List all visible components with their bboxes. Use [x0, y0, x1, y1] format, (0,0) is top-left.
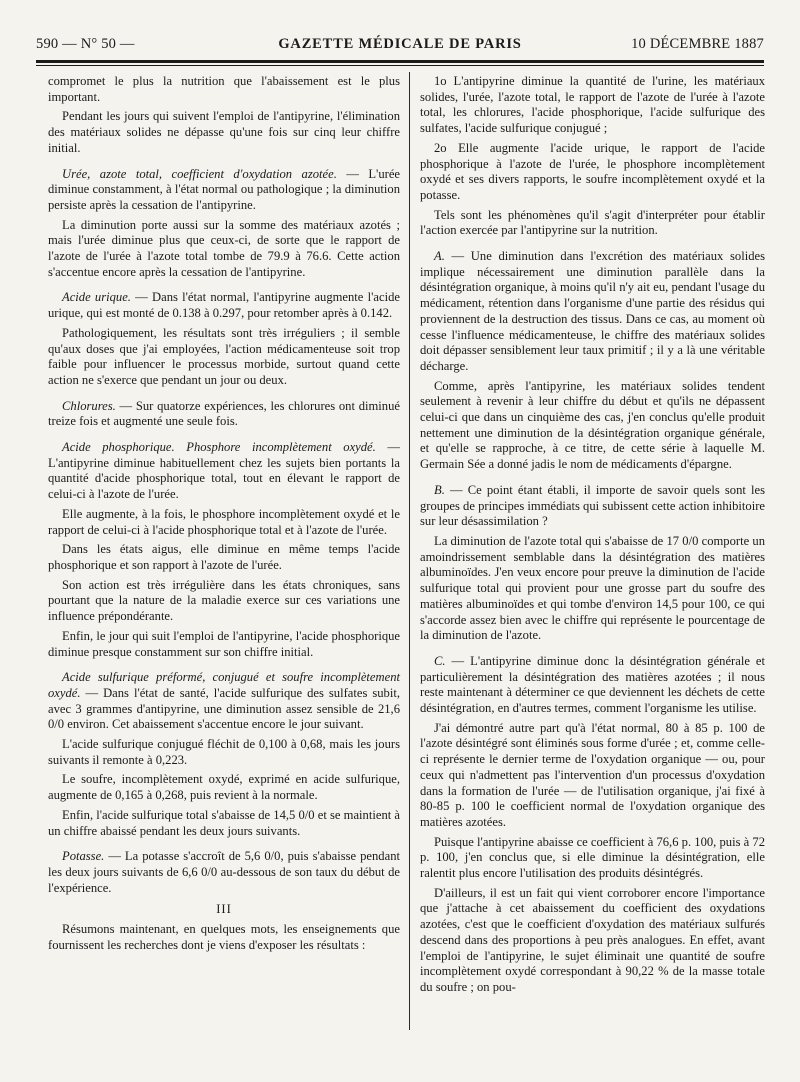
paragraph: Acide urique. — Dans l'état normal, l'antipyrine augmente l'acide urique, qui est monté de 0.138 à 0.297, pour retomber après à 0.142. — [48, 290, 400, 321]
paragraph: Urée, azote total, coefficient d'oxydation azotée. — L'urée diminue constamment, à l'état normal ou pathologique ; la diminution persiste après la cessation de l'antipyrine. — [48, 166, 400, 212]
page-number: 590 — N° 50 — — [36, 36, 135, 52]
paragraph-heading: Acide phosphorique. Phosphore incomplètement oxydé. — [62, 440, 376, 455]
paragraph: A. — Une diminution dans l'excrétion des matériaux solides implique nécessairement une diminution parallèle dans la désintégration organique, à moins qu'il n'y ait eu, pendant l'usage du médicament, rétention dans l'organisme d'une partie des résidus qui proviennent de la destruction des tissus. Dans ce cas, au moment où cesse l'influence médicamenteuse, le chiffre des matériaux solides doit dépasser sensiblement leur taux primitif ; il y a là une véritable décharge. — [420, 249, 765, 373]
paragraph: Pendant les jours qui suivent l'emploi de l'antipyrine, l'élimination des matériaux solides ne dépasse qu'une fois sur cinq leur chiffre initial. — [48, 109, 400, 155]
paragraph: Enfin, le jour qui suit l'emploi de l'antipyrine, l'acide phosphorique diminue presque constamment sur son chiffre initial. — [48, 628, 400, 659]
section-number: III — [216, 902, 232, 917]
paragraph-heading: Urée, azote total, coefficient d'oxydation azotée. — [62, 166, 337, 181]
paragraph: 2o Elle augmente l'acide urique, le rapport de l'acide phosphorique à l'azote de l'urée, le phosphore incomplètement oxydé et ses divers rapports, le soufre incomplètement oxydé et la potasse. — [420, 140, 765, 202]
column-divider — [409, 72, 410, 1030]
paragraph: Dans les états aigus, elle diminue en même temps l'acide phosphorique et son rapport à l'azote de l'urée. — [48, 542, 400, 572]
paragraph: 1o L'antipyrine diminue la quantité de l'urine, les matériaux solides, l'urée, l'azote total, le rapport de l'azote de l'urée à l'azote total, les chlorures, l'acide phosphorique, l'acide sulfurique des sulfates, l'acide sulfurique conjugué ; — [420, 74, 765, 136]
paragraph: La diminution de l'azote total qui s'abaisse de 17 0/0 comporte un amoindrissement semblable dans la désintégration des matières albuminoïdes. J'en veux encore pour preuve la diminution de l'acide sulfurique total qui provient pour une grosse part du soufre des matières albuminoïdes et qui tombe d'environ 14,5 pour 100, ce qui s'accorde assez bien avec le chiffre qui représente le pourcentage de la diminution de l'azote. — [420, 533, 765, 643]
paragraph-heading: Potasse. — [62, 849, 105, 864]
paragraph: Acide sulfurique préformé, conjugué et soufre incomplètement oxydé. — Dans l'état de santé, l'acide sulfurique des sulfates subit, avec 3 grammes d'antipyrine, une diminution assez sensible de 21,6 0/0 environ. Cet abaissement s'accentue encore le jour suivant. — [48, 670, 400, 732]
left-column — [48, 74, 400, 957]
paragraph: Potasse. — La potasse s'accroît de 5,6 0/0, puis s'abaisse pendant les deux jours suivants de 6,6 0/0 au-dessous de son taux du début de l'expérience. — [48, 849, 400, 895]
paragraph: Tels sont les phénomènes qu'il s'agit d'interpréter pour établir l'action exercée par l'antipyrine sur la nutrition. — [420, 207, 765, 238]
paragraph: B. — Ce point étant établi, il importe de savoir quels sont les groupes de principes immédiats qui subissent cette action inhibitoire sur leur désassimilation ? — [420, 482, 765, 529]
header-rule-thin — [36, 65, 764, 66]
paragraph-heading: C. — [434, 653, 446, 668]
paragraph: Pathologiquement, les résultats sont très irréguliers ; il semble qu'aux doses que j'ai employées, l'action médicamenteuse soit trop faible pour influencer le processus morbide, surtout quand cette action ne s'exerce que pendant un jour ou deux. — [48, 325, 400, 387]
paragraph: Le soufre, incomplètement oxydé, exprimé en acide sulfurique, augmente de 0,165 à 0,268, puis revient à la normale. — [48, 772, 400, 803]
paragraph-heading: B. — [434, 482, 445, 497]
journal-title: GAZETTE MÉDICALE DE PARIS — [278, 36, 522, 52]
paragraph: C. — L'antipyrine diminue donc la désintégration générale et particulièrement la désintégration des matières azotées ; il nous reste maintenant à déterminer ce que deviennent les déchets de cette désintégration, en d'autres termes, comment l'organisme les utilise. — [420, 653, 765, 716]
header-rule-thick — [36, 60, 764, 63]
paragraph: Acide phosphorique. Phosphore incomplètement oxydé. — L'antipyrine diminue habituellement chez les sujets bien portants la quantité d'acide phosphorique total, tout en élevant le rapport de celui-ci à l'azote de l'urée. — [48, 440, 400, 502]
paragraph-heading: Acide sulfurique préformé, conjugué et soufre incomplètement oxydé. — [48, 670, 400, 700]
paragraph: compromet le plus la nutrition que l'abaissement est le plus important. — [48, 74, 400, 104]
paragraph: La diminution porte aussi sur la somme des matériaux azotés ; mais l'urée diminue plus que ceux-ci, de sorte que le rapport de l'azote de l'urée à l'azote total tombe de 79.9 à 76.6. Cette action s'accentue encore après la cessation de l'antipyrine. — [48, 217, 400, 279]
right-column — [420, 74, 765, 1000]
paragraph: Comme, après l'antipyrine, les matériaux solides tendent seulement à revenir à leur chiffre du début et qu'ils ne dépassent celui-ci que dans un cinquième des cas, j'en conclus qu'elle produit nettement une diminution de la désintégration organique générale, et qu'elle se rapproche, à ce titre, de cette série à laquelle M. Germain Sée a donné jadis le nom de médicaments d'épargne. — [420, 378, 765, 472]
paragraph: J'ai démontré autre part qu'à l'état normal, 80 à 85 p. 100 de l'azote désintégré sont éliminés sous forme d'urée ; et, comme celle-ci représente le dernier terme de l'oxydation organique — ou, pour ceux qui n'admettent pas l'intervention d'un processus d'oxydation dans la formation de l'urée — de l'utilisation organique, j'ai fixé à 80-85 p. 100 le coefficient normal de l'oxydation organique des matières azotées. — [420, 720, 765, 829]
paragraph: D'ailleurs, il est un fait qui vient corroborer encore l'importance que j'attache à cet abaissement du coefficient des oxydations azotées, c'est que le coefficient d'oxydation des matériaux sulfurés descend dans des proportions à peu près analogues. En effet, avant l'emploi de l'antipyrine, le sujet éliminait une quantité de soufre incomplètement oxydé correspondant à 90,22 % de la masse totale du soufre ; on pou- — [420, 885, 765, 994]
paragraph-heading: A. — [434, 249, 445, 264]
paragraph: L'acide sulfurique conjugué fléchit de 0,100 à 0,68, mais les jours suivants il remonte à 0,223. — [48, 737, 400, 767]
paragraph: Son action est très irrégulière dans les états chroniques, sans pourtant que la nature de la maladie exerce sur ces variations une influence prépondérante. — [48, 577, 400, 624]
paragraph: Puisque l'antipyrine abaisse ce coefficient à 76,6 p. 100, puis à 72 p. 100, j'en conclus que, si elle diminue la désintégration, elle ralentit plus encore l'utilisation des produits désintégrés. — [420, 834, 765, 881]
paragraph-heading: Chlorures. — [62, 398, 116, 413]
paragraph-heading: Acide urique. — [62, 290, 131, 305]
paragraph: Chlorures. — Sur quatorze expériences, les chlorures ont diminué treize fois et augmenté une seule fois. — [48, 398, 400, 429]
paragraph: Enfin, l'acide sulfurique total s'abaisse de 14,5 0/0 et se maintient à un chiffre abaissé pendant les deux jours suivants. — [48, 807, 400, 838]
running-header — [36, 36, 764, 58]
paragraph: Elle augmente, à la fois, le phosphore incomplètement oxydé et le rapport de celui-ci à l'acide phosphorique total et à l'azote de l'urée. — [48, 506, 400, 537]
paragraph: Résumons maintenant, en quelques mots, les enseignements que fournissent les recherches dont je viens d'exposer les résultats : — [48, 922, 400, 952]
issue-date: 10 DÉCEMBRE 1887 — [631, 36, 764, 52]
